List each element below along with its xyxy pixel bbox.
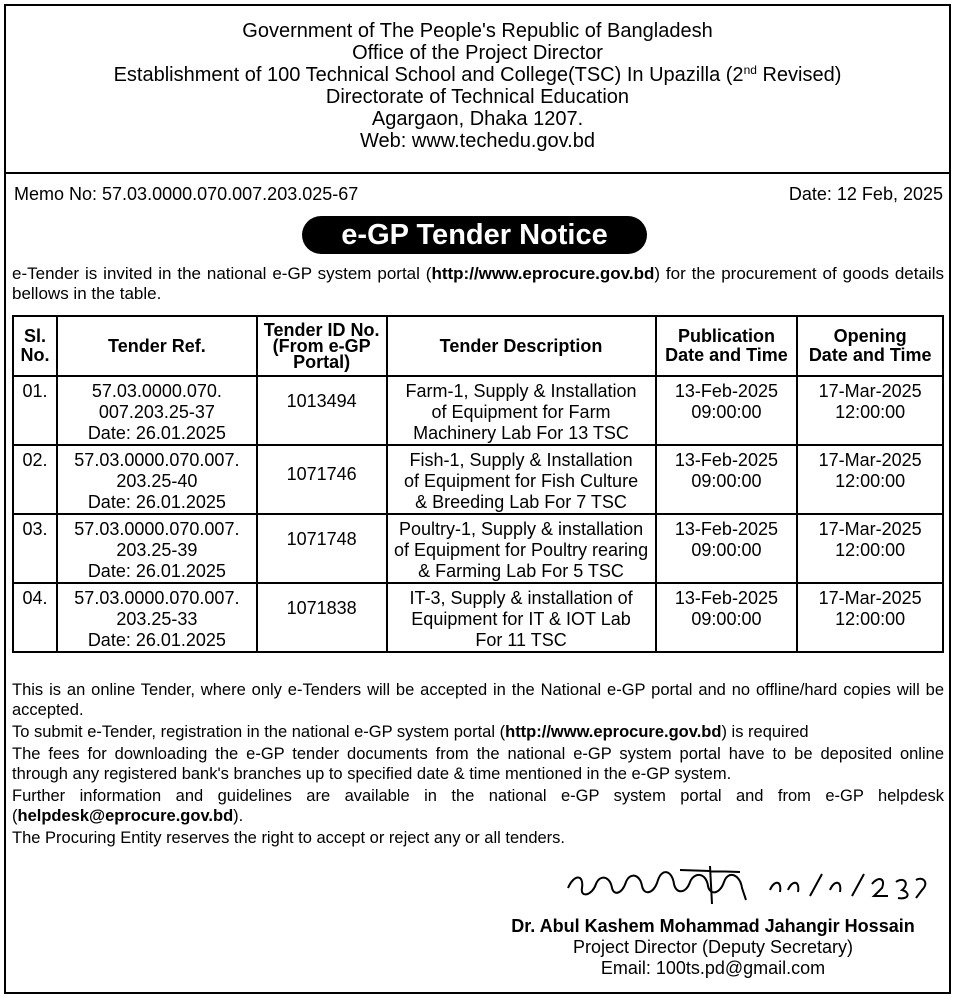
table-row — [13, 583, 943, 652]
cell-opening: 17-Mar-2025 12:00:00 — [797, 376, 943, 445]
cell-ref: 57.03.0000.070.007. 203.25-40 Date: 26.01.2025 — [57, 445, 257, 514]
cell-description: Fish-1, Supply & Installation of Equipment for Fish Culture & Breeding Lab For 7 TSC — [387, 445, 656, 514]
cell-publication: 13-Feb-2025 09:00:00 — [656, 445, 798, 514]
cell-ref: 57.03.0000.070.007. 203.25-33 Date: 26.01.2025 — [57, 583, 257, 652]
office-name: Office of the Project Director — [352, 42, 603, 64]
signatory-designation: Project Director (Deputy Secretary) — [572, 937, 854, 957]
cell-sl: 02. — [13, 445, 57, 514]
table-header-row — [13, 316, 943, 376]
cell-publication: 13-Feb-2025 09:00:00 — [656, 583, 798, 652]
table-row — [13, 445, 943, 514]
cell-description: Farm-1, Supply & Installation of Equipment for Farm Machinery Lab For 13 TSC — [387, 376, 656, 445]
cell-sl: 04. — [13, 583, 57, 652]
government-name: Government of The People's Republic of Bangladesh — [242, 20, 713, 42]
header-opening: Opening Date and Time — [797, 316, 943, 376]
project-name: Establishment of 100 Technical School and College(TSC) In Upazilla (2nd Revised) — [113, 63, 842, 86]
cell-tender-id: 1071838 — [257, 583, 387, 652]
helpdesk-email-link[interactable]: helpdesk@eprocure.gov.bd — [17, 807, 234, 825]
cell-tender-id: 1013494 — [257, 376, 387, 445]
note-rights: The Procuring Entity reserves the right to accept or reject any or all tenders. — [12, 829, 566, 847]
header-publication: Publication Date and Time — [656, 316, 798, 376]
cell-publication: 13-Feb-2025 09:00:00 — [656, 376, 798, 445]
letterhead — [4, 4, 951, 174]
directorate-name: Directorate of Technical Education — [325, 86, 630, 108]
cell-opening: 17-Mar-2025 12:00:00 — [797, 514, 943, 583]
signatory-block — [483, 916, 943, 979]
website: Web: www.techedu.gov.bd — [360, 130, 595, 152]
signatory-name: Dr. Abul Kashem Mohammad Jahangir Hossain — [511, 916, 915, 936]
table-row — [13, 514, 943, 583]
note-helpdesk: Further information and guidelines are available in the national e-GP system portal and from e-GP helpdesk (helpdesk@eprocure.gov.bd). — [12, 787, 944, 825]
cell-description: Poultry-1, Supply & installation of Equipment for Poultry rearing & Farming Lab For 5 TSC — [387, 514, 656, 583]
notice-date: Date: 12 Feb, 2025 — [788, 184, 943, 204]
signatory-email[interactable]: Email: 100ts.pd@gmail.com — [600, 958, 826, 978]
note-fees: The fees for downloading the e-GP tender documents from the national e-GP system portal have to be deposited online through any registered bank's branches up to specified date & time mentioned in the e-GP system. — [12, 745, 944, 783]
cell-opening: 17-Mar-2025 12:00:00 — [797, 445, 943, 514]
tender-table — [12, 315, 944, 653]
cell-sl: 01. — [13, 376, 57, 445]
header-tender-ref: Tender Ref. — [57, 316, 257, 376]
memo-number: Memo No: 57.03.0000.070.007.203.025-67 — [14, 184, 359, 204]
note-online-only: This is an online Tender, where only e-Tenders will be accepted in the National e-GP portal and no offline/hard copies will be accepted. — [12, 681, 944, 719]
portal-link[interactable]: http://www.eprocure.gov.bd — [505, 723, 722, 741]
cell-ref: 57.03.0000.070. 007.203.25-37 Date: 26.01.2025 — [57, 376, 257, 445]
terms-section — [12, 680, 944, 850]
cell-tender-id: 1071746 — [257, 445, 387, 514]
table-row — [13, 376, 943, 445]
cell-description: IT-3, Supply & installation of Equipment for IT & IOT Lab For 11 TSC — [387, 583, 656, 652]
cell-tender-id: 1071748 — [257, 514, 387, 583]
cell-opening: 17-Mar-2025 12:00:00 — [797, 583, 943, 652]
note-registration: To submit e-Tender, registration in the national e-GP system portal (http://www.eprocure.gov.bd) is required — [12, 723, 809, 741]
cell-ref: 57.03.0000.070.007. 203.25-39 Date: 26.01.2025 — [57, 514, 257, 583]
header-sl: Sl. No. — [13, 316, 57, 376]
handwritten-signature — [560, 860, 940, 910]
intro-paragraph: e-Tender is invited in the national e-GP system portal (http://www.eprocure.gov.bd) for the procurement of goods details bellows in the table. — [12, 264, 944, 303]
address: Agargaon, Dhaka 1207. — [371, 108, 584, 130]
header-tender-id: Tender ID No. (From e-GP Portal) — [257, 316, 387, 376]
header-description: Tender Description — [387, 316, 656, 376]
cell-publication: 13-Feb-2025 09:00:00 — [656, 514, 798, 583]
cell-sl: 03. — [13, 514, 57, 583]
notice-title: e-GP Tender Notice — [302, 216, 647, 254]
portal-link[interactable]: http://www.eprocure.gov.bd — [431, 264, 655, 283]
